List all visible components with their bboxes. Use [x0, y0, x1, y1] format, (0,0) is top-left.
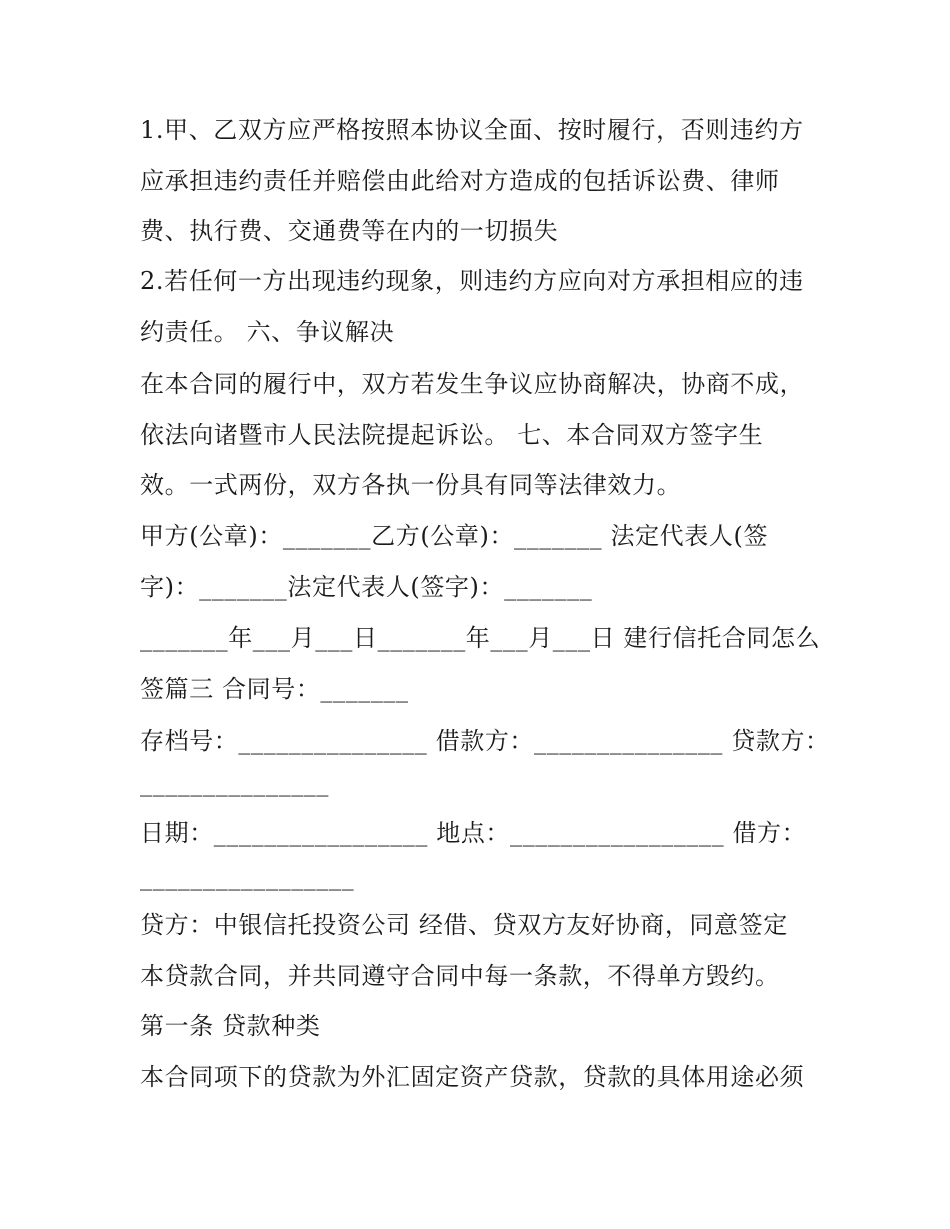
text-line: 存档号：_______________ 借款方：_______________ 贷款方：: [140, 727, 830, 755]
text-line: 效。一式两份，双方各执一份具有同等法律效力。: [140, 471, 682, 499]
text-line: _______年___月___日_______年___月___日 建行信托合同怎么: [140, 624, 821, 652]
text-line: 本贷款合同，并共同遵守合同中每一条款，不得单方毁约。: [140, 962, 780, 990]
text-line: _______________: [140, 769, 329, 797]
text-line: 日期：_________________ 地点：_________________ 借方：: [140, 819, 807, 847]
text-line: 应承担违约责任并赔偿由此给对方造成的包括诉讼费、律师: [140, 167, 780, 195]
text-line: 在本合同的履行中，双方若发生争议应协商解决，协商不成，: [140, 370, 805, 398]
text-line: 签篇三 合同号：_______: [140, 675, 409, 703]
text-line: 依法向诸暨市人民法院提起诉讼。 七、本合同双方签字生: [140, 421, 764, 449]
text-line: 约责任。 六、争议解决: [140, 318, 395, 346]
text-line: 本合同项下的贷款为外汇固定资产贷款，贷款的具体用途必须: [140, 1063, 805, 1091]
text-line: 费、执行费、交通费等在内的一切损失: [140, 217, 559, 245]
text-line: 字)：_______法定代表人(签字)：_______: [140, 573, 593, 601]
text-line: 甲方(公章)：_______乙方(公章)：_______ 法定代表人(签: [140, 522, 769, 550]
text-line: 1.甲、乙双方应严格按照本协议全面、按时履行，否则违约方: [140, 116, 804, 144]
text-line: 贷方：中银信托投资公司 经借、贷双方友好协商，同意签定: [140, 911, 788, 939]
text-line: 第一条 贷款种类: [140, 1012, 321, 1040]
text-line: 2.若任何一方出现违约现象，则违约方应向对方承担相应的违: [140, 267, 804, 295]
text-line: _________________: [140, 863, 355, 891]
